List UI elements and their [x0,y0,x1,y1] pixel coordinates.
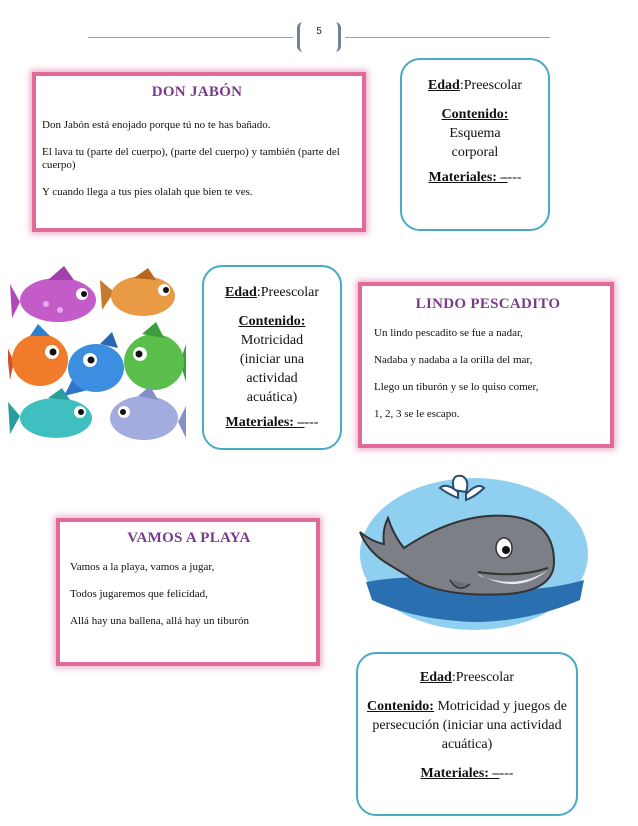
card3-edad [358,668,576,687]
card1-contenido-label: Contenido: [441,107,509,122]
lindo-pescadito-title: LINDO PESCADITO [415,296,561,312]
don-jabon-line-2: El lava tu (parte del cuerpo), (parte del cuerpo) y también (parte del cuerpo) [42,146,340,171]
lindo-pescadito-line-1: Un lindo pescadito se fue a nadar, [374,327,523,339]
don-jabon-box [32,72,366,232]
fish-lavender-icon [110,386,186,440]
card1-materiales-value: --- [507,170,522,185]
card2-contenido-value: Motricidad (iniciar una actividad acuática) [239,333,305,405]
header-rule-left [88,37,293,38]
card3-materiales [358,764,576,783]
card2-materiales [204,413,340,432]
card1-edad [402,76,548,95]
don-jabon-line-3: Y cuando llega a tus pies olalah que bien te ves. [42,186,253,198]
fish-orange-icon [100,268,175,316]
card3-contenido-value: Motricidad y juegos de persecución (iniciar una actividad acuática) [372,699,567,752]
card1-materiales [402,168,548,187]
card2-edad-label: Edad [224,285,257,300]
fish-teal-icon [8,388,92,438]
card2-contenido-label: Contenido: [238,314,306,329]
card3-edad-value: :Preescolar [451,670,515,685]
vamos-a-playa-line-2: Todos jugaremos que felicidad, [70,588,208,600]
vamos-a-playa-box [56,518,320,666]
lindo-pescadito-line-3: Llego un tiburón y se lo quiso comer, [374,381,539,393]
whale-illustration [358,472,590,632]
fish-green-icon [124,322,186,390]
vamos-a-playa-title: VAMOS A PLAYA [127,530,251,546]
info-card-3 [356,652,578,816]
card3-edad-label: Edad [419,670,452,685]
fish-red-icon [8,324,68,386]
info-card-1 [400,58,550,231]
vamos-a-playa-line-1: Vamos a la playa, vamos a jugar, [70,561,215,573]
card1-edad-label: Edad [427,78,460,93]
card3-contenido-label: Contenido: [367,699,434,714]
card2-materiales-label: Materiales: – [225,415,305,430]
card1-edad-value: :Preescolar [459,78,523,93]
card3-contenido [358,697,576,754]
info-card-2 [202,265,342,450]
fish-group-illustration [8,262,186,444]
lindo-pescadito-line-4: 1, 2, 3 se le escapo. [374,408,460,420]
lindo-pescadito-box [358,282,614,448]
page-number: 5 [297,22,341,52]
card2-edad [204,283,340,302]
vamos-a-playa-line-3: Allá hay una ballena, allá hay un tiburón [70,615,249,627]
card3-materiales-label: Materiales: – [420,766,500,781]
card2-edad-value: :Preescolar [256,285,320,300]
lindo-pescadito-line-2: Nadaba y nadaba a la orilla del mar, [374,354,533,366]
fish-purple-icon [10,266,96,322]
don-jabon-line-1: Don Jabón está enojado porque tú no te has bañado. [42,119,271,131]
card2-materiales-value: --- [304,415,319,430]
card1-materiales-label: Materiales: – [428,170,508,185]
don-jabon-title: DON JABÓN [151,84,243,100]
card1-contenido-value: Esquema corporal [449,126,501,160]
fish-blue-icon [64,332,124,396]
card3-materiales-value: --- [499,766,514,781]
header-rule-right [345,37,550,38]
